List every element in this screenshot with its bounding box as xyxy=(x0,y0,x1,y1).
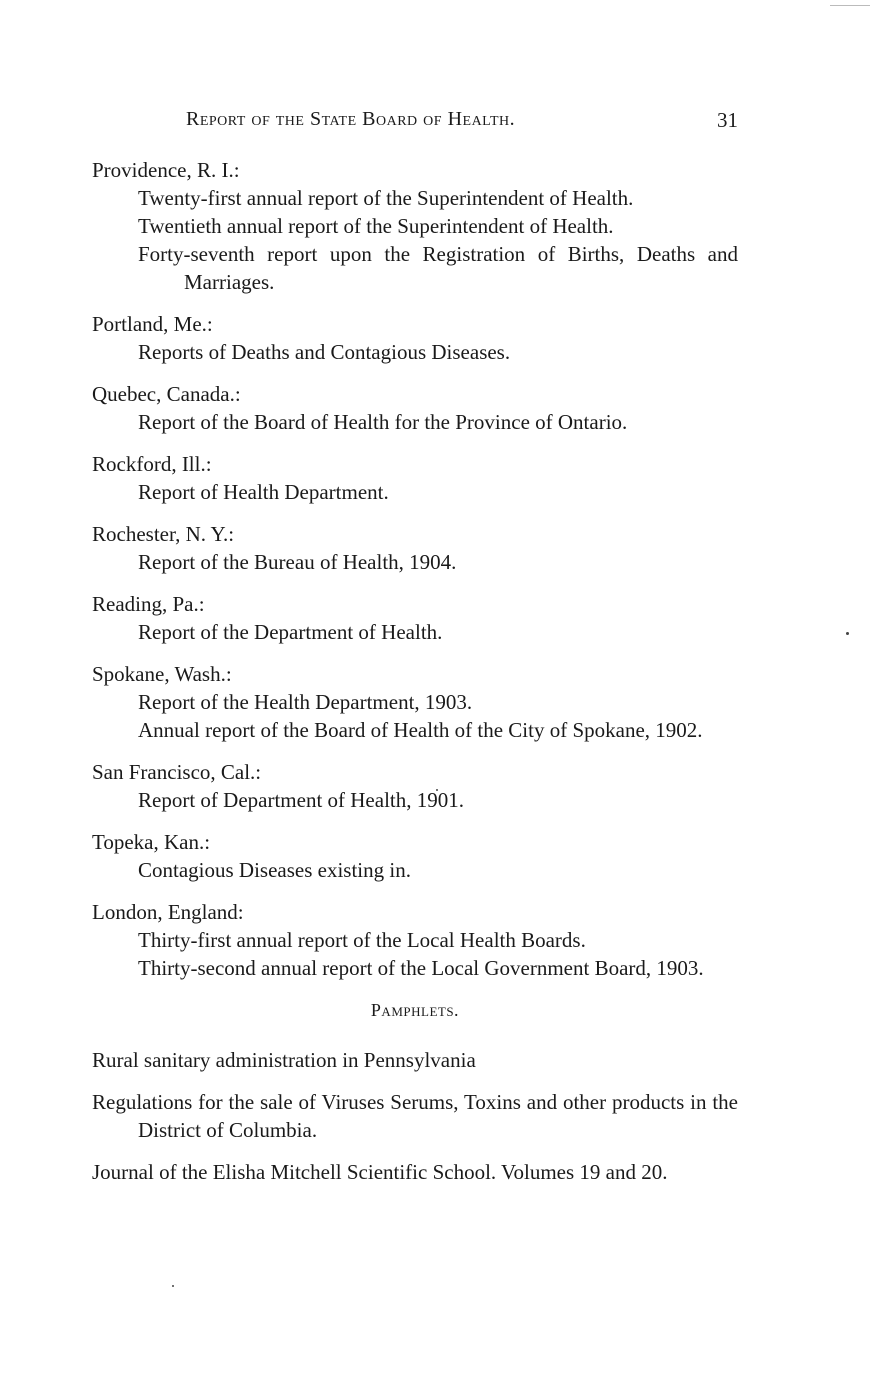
list-item xyxy=(92,758,738,814)
report-title: Report of Department of Health, 1901. xyxy=(138,788,464,812)
place-name: Topeka, Kan.: xyxy=(92,830,211,854)
page-number: 31 xyxy=(717,108,738,132)
scan-edge-mark xyxy=(830,5,870,6)
place-name: Portland, Me.: xyxy=(92,312,213,336)
report-title: Report of the Bureau of Health, 1904. xyxy=(138,550,457,574)
place-name: Providence, R. I.: xyxy=(92,158,240,182)
list-item xyxy=(92,380,738,436)
place-name: Rockford, Ill.: xyxy=(92,452,212,476)
list-item xyxy=(92,450,738,506)
report-title: Report of the Board of Health for the Province of Ontario. xyxy=(138,410,628,434)
place-name: Reading, Pa.: xyxy=(92,592,205,616)
pamphlet-title: Journal of the Elisha Mitchell Scientific School. Volumes 19 and 20. xyxy=(92,1160,668,1184)
report-title: Contagious Diseases existing in. xyxy=(138,858,411,882)
report-title: Twenty-first annual report of the Superintendent of Health. xyxy=(138,186,634,210)
running-title: Report of the State Board of Health. xyxy=(186,108,516,130)
place-name: San Francisco, Cal.: xyxy=(92,760,262,784)
list-item xyxy=(92,156,738,296)
pamphlet-title: Rural sanitary administration in Pennsylvania xyxy=(92,1048,476,1072)
list-item xyxy=(92,660,738,744)
list-item xyxy=(92,590,738,646)
report-title: Report of the Health Department, 1903. xyxy=(138,690,473,714)
report-title: Reports of Deaths and Contagious Diseases. xyxy=(138,340,511,364)
report-title: Twentieth annual report of the Superintendent of Health. xyxy=(138,214,614,238)
list-item xyxy=(92,828,738,884)
pamphlet-title: Regulations for the sale of Viruses Serums, Toxins and other products in the District of Columbia. xyxy=(92,1090,738,1142)
report-title: Annual report of the Board of Health of the City of Spokane, 1902. xyxy=(138,718,703,742)
report-title: Report of the Department of Health. xyxy=(138,620,443,644)
report-title: Thirty-first annual report of the Local Health Boards. xyxy=(138,928,586,952)
report-title: Thirty-second annual report of the Local Government Board, 1903. xyxy=(138,956,704,980)
place-name: London, England: xyxy=(92,900,244,924)
place-name: Spokane, Wash.: xyxy=(92,662,232,686)
scan-speck xyxy=(846,632,849,635)
report-title: Forty-seventh report upon the Registration of Births, Deaths and Marriages. xyxy=(138,242,738,294)
scan-speck xyxy=(172,1285,174,1287)
section-heading-pamphlets: Pamphlets. xyxy=(370,1000,460,1020)
list-item xyxy=(92,898,738,982)
page-content xyxy=(92,156,738,1200)
report-title: Report of Health Department. xyxy=(138,480,389,504)
place-name: Quebec, Canada.: xyxy=(92,382,241,406)
place-name: Rochester, N. Y.: xyxy=(92,522,235,546)
list-item xyxy=(92,520,738,576)
list-item xyxy=(92,310,738,366)
page-header xyxy=(92,108,738,138)
